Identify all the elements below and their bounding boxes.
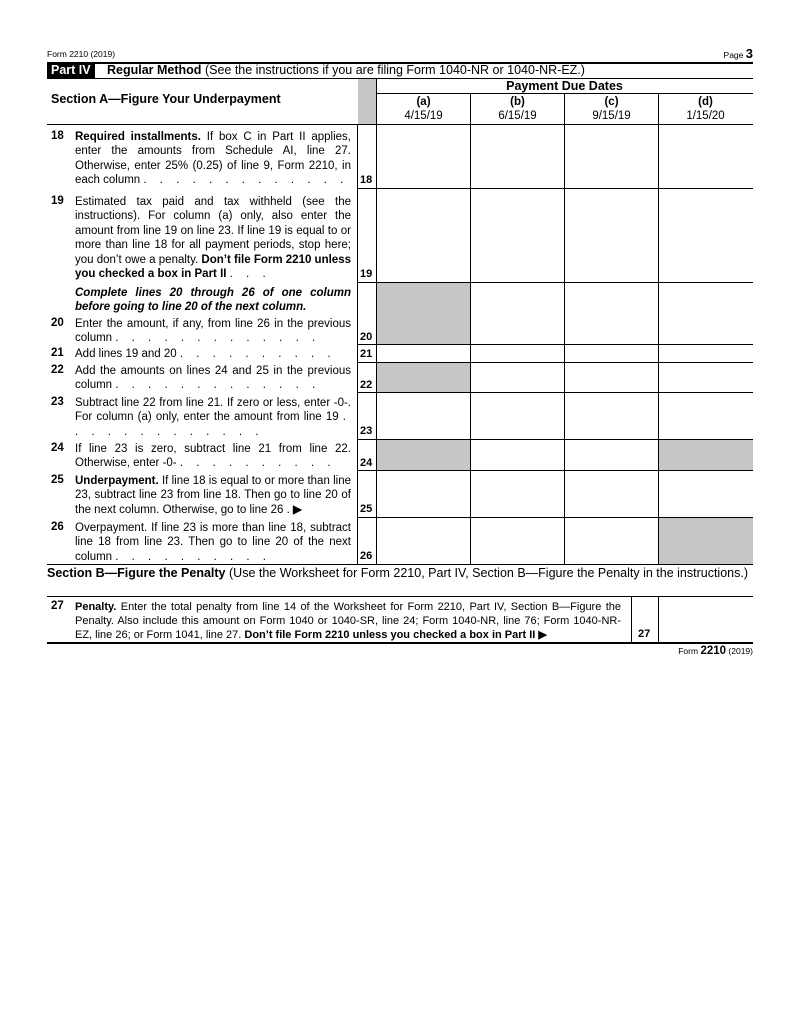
page-label: Page	[723, 50, 744, 60]
page-number: 3	[745, 46, 753, 61]
line-25-text: Underpayment. If line 18 is equal to or more than line 23, subtract line 23 from line 18. Then go to line 20 of the next column. Otherwise, go to line 26 . ▶	[75, 475, 351, 516]
line-18-col-a[interactable]	[377, 125, 473, 189]
line-20-number: 20	[51, 317, 64, 329]
col-d-head: (d) 1/15/20	[686, 96, 725, 122]
part-note: (See the instructions if you are filing Form 1040-NR or 1040-NR-EZ.)	[204, 63, 585, 77]
line-25-col-d[interactable]	[659, 471, 756, 518]
section-b-rule	[47, 596, 753, 597]
section-b-title: Section B—Figure the Penalty	[47, 566, 226, 580]
shade-24a	[377, 439, 470, 470]
line-27-box: 27	[638, 628, 651, 640]
line-22-box: 22	[360, 379, 373, 391]
line-21-number: 21	[51, 347, 64, 359]
shade-24d	[659, 439, 753, 470]
complete-lines-note: Complete lines 20 through 26 of one column before going to line 20 of the next column.	[75, 287, 351, 314]
line-26-box: 26	[360, 550, 373, 562]
arrow-icon: ▶	[293, 503, 302, 516]
section-b-note: (Use the Worksheet for Form 2210, Part IV, Section B—Figure the Penalty in the instructions.)	[229, 566, 748, 580]
line-20-box: 20	[360, 331, 373, 343]
line-19-col-d[interactable]	[659, 189, 756, 283]
col-c-head: (c) 9/15/19	[592, 96, 631, 122]
line-19-box: 19	[360, 268, 373, 280]
line-26-col-c[interactable]	[565, 518, 661, 565]
footer-form-id: Form 2210 (2019)	[678, 645, 753, 657]
line-24-col-c[interactable]	[565, 440, 661, 471]
section-a-title: Section A—Figure Your Underpayment	[51, 92, 281, 106]
part-heading	[107, 63, 585, 78]
line-25-col-c[interactable]	[565, 471, 661, 518]
line-26-text: Overpayment. If line 23 is more than line 18, subtract line 18 from line 23. Then go to line 20 of the next column . . . . . . . . . .	[75, 522, 351, 563]
line-27-text: Penalty. Enter the total penalty from line 14 of the Worksheet for Form 2210, Part IV, Section B—Figure the Penalty. Also include this amount on Form 1040 or 1040-SR, line 24; Form 1040-NR, line 76; Form 1040-NR-EZ, line 26; or Form 1041, line 27. Don’t file Form 2210 unless you checked a box in Part II ▶	[75, 601, 621, 641]
line-21-col-c[interactable]	[565, 345, 661, 363]
line-19-text: Estimated tax paid and tax withheld (see the instructions). For column (a) only, also enter the amount from line 19 on line 23. If line 19 is equal to or more than line 18 for all payment periods, stop here; you don’t owe a penalty. Don’t file Form 2210 unless you checked a box in Part II . . .	[75, 196, 351, 281]
line-24-col-b[interactable]	[471, 440, 567, 471]
line-21-box: 21	[360, 348, 373, 360]
line-18-number: 18	[51, 130, 64, 142]
line-20-text: Enter the amount, if any, from line 26 in the previous column . . . . . . . . . . . . .	[75, 318, 351, 345]
line-23-text: Subtract line 22 from line 21. If zero or less, enter -0-. For column (a) only, enter the amount from line 19 . . . . . . . . . . . . .	[75, 397, 351, 438]
col-b-head: (b) 6/15/19	[498, 96, 537, 122]
line-25-col-a[interactable]	[377, 471, 473, 518]
line-18-col-b[interactable]	[471, 125, 567, 189]
arrow-icon: ▶	[538, 629, 547, 641]
line-25-number: 25	[51, 474, 64, 486]
line-21-col-a[interactable]	[377, 345, 473, 363]
line-25-box: 25	[360, 503, 373, 515]
col-a-head: (a) 4/15/19	[404, 96, 443, 122]
line-20-col-c[interactable]	[565, 283, 661, 345]
line-23-col-b[interactable]	[471, 393, 567, 440]
line-23-col-a[interactable]	[377, 393, 473, 440]
bottom-rule	[47, 642, 753, 644]
line-23-col-c[interactable]	[565, 393, 661, 440]
shade-22a	[377, 362, 470, 392]
line-22-col-c[interactable]	[565, 363, 661, 393]
line-22-col-d[interactable]	[659, 363, 756, 393]
payment-due-dates-label: Payment Due Dates	[506, 79, 623, 93]
line-20-col-b[interactable]	[471, 283, 567, 345]
line-21-col-d[interactable]	[659, 345, 756, 363]
shade-26d	[659, 517, 753, 564]
line-19-col-c[interactable]	[565, 189, 661, 283]
line-19-col-b[interactable]	[471, 189, 567, 283]
line-20-col-d[interactable]	[659, 283, 756, 345]
header-shade	[358, 79, 376, 124]
line-24-text: If line 23 is zero, subtract line 21 from line 22. Otherwise, enter -0- . . . . . . . . . .	[75, 443, 351, 470]
line-18-col-d[interactable]	[659, 125, 756, 189]
line-22-col-b[interactable]	[471, 363, 567, 393]
line-26-col-a[interactable]	[377, 518, 473, 565]
line-19-number: 19	[51, 195, 64, 207]
line-18-box: 18	[360, 174, 373, 186]
form-reference: Form 2210 (2019)	[47, 49, 116, 59]
line-18-col-c[interactable]	[565, 125, 661, 189]
line-18-text: Required installments. If box C in Part II applies, enter the amounts from Schedule AI, line 27. Otherwise, enter 25% (0.25) of line 9, Form 2210, in each column . . . . . . . . . . . . .	[75, 131, 352, 187]
line-26-col-b[interactable]	[471, 518, 567, 565]
line-22-text: Add the amounts on lines 24 and 25 in the previous column . . . . . . . . . . . . .	[75, 365, 351, 392]
line-23-box: 23	[360, 425, 373, 437]
section-b-heading	[47, 566, 753, 580]
line-24-box: 24	[360, 457, 373, 469]
line-23-number: 23	[51, 396, 64, 408]
line-27-penalty-field[interactable]	[659, 597, 756, 643]
part-title: Regular Method	[107, 63, 202, 77]
shade-20a	[377, 282, 470, 344]
line-22-number: 22	[51, 364, 64, 376]
line-21-col-b[interactable]	[471, 345, 567, 363]
line-26-number: 26	[51, 521, 64, 533]
line-25-col-b[interactable]	[471, 471, 567, 518]
line-24-number: 24	[51, 442, 64, 454]
line-27-box-left	[631, 596, 632, 642]
page-indicator	[724, 46, 753, 61]
line-27-number: 27	[51, 600, 64, 612]
line-23-col-d[interactable]	[659, 393, 756, 440]
line-19-col-a[interactable]	[377, 189, 473, 283]
line-21-text: Add lines 19 and 20 . . . . . . . . . .	[75, 348, 336, 360]
part-tag: Part IV	[47, 63, 95, 78]
